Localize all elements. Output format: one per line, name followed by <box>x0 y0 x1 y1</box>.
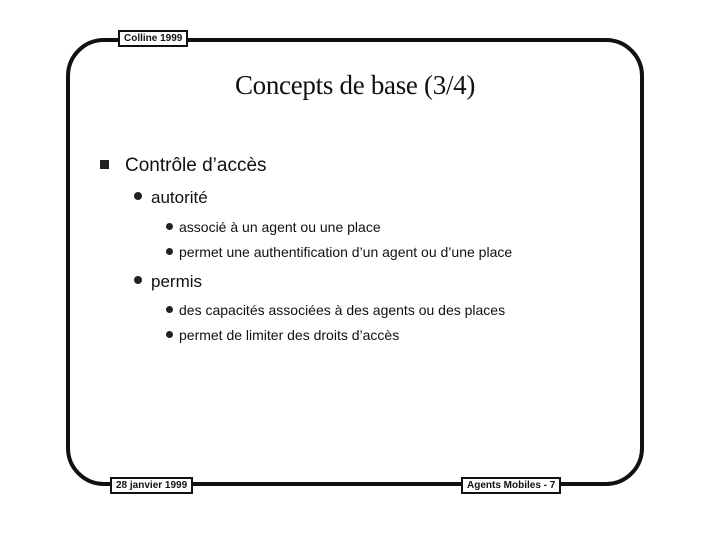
sub-sub-bullet-label: associé à un agent ou une place <box>179 219 381 235</box>
footer-page-label: Agents Mobiles - 7 <box>461 477 561 494</box>
slide-frame <box>66 38 644 486</box>
round-bullet-icon <box>166 306 173 313</box>
round-bullet-icon <box>166 248 173 255</box>
sub-sub-bullet <box>166 244 512 260</box>
sub-sub-bullet-label: permet une authentification d’un agent ou d’une place <box>179 244 513 260</box>
sub-bullet-permit <box>134 272 202 292</box>
sub-bullet-label: permis <box>151 272 203 291</box>
sub-sub-bullet <box>166 327 399 343</box>
bullet-item-access-control <box>100 155 267 177</box>
header-tag: Colline 1999 <box>118 30 188 47</box>
bullet-label: Contrôle d’accès <box>125 155 267 176</box>
sub-bullet-authority <box>134 188 208 208</box>
slide-title: Concepts de base (3/4) <box>234 70 476 100</box>
footer-date: 28 janvier 1999 <box>110 477 193 494</box>
round-bullet-icon <box>134 276 142 284</box>
sub-sub-bullet <box>166 302 505 318</box>
sub-bullet-label: autorité <box>151 188 208 207</box>
square-bullet-icon <box>100 160 109 169</box>
round-bullet-icon <box>166 223 173 230</box>
sub-sub-bullet <box>166 219 381 235</box>
round-bullet-icon <box>166 331 173 338</box>
sub-sub-bullet-label: des capacités associées à des agents ou des places <box>179 302 506 318</box>
round-bullet-icon <box>134 192 142 200</box>
sub-sub-bullet-label: permet de limiter des droits d’accès <box>179 327 400 343</box>
